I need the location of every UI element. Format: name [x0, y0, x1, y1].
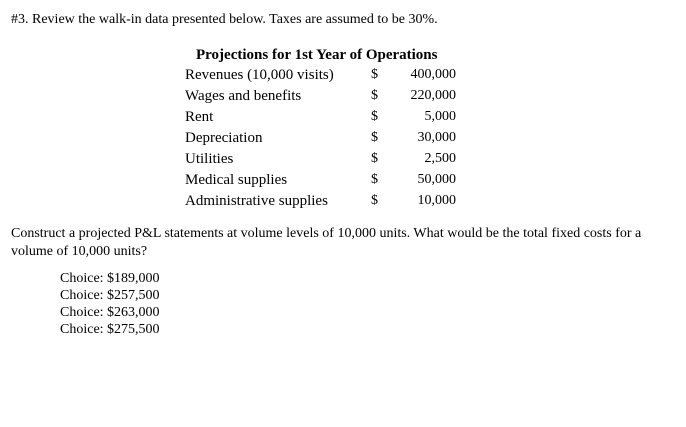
row-label: Rent	[185, 109, 214, 125]
row-label: Revenues (10,000 visits)	[185, 67, 334, 83]
row-currency: $	[371, 109, 378, 124]
row-amount: 2,500	[424, 151, 456, 166]
table-row	[185, 67, 465, 88]
row-amount: 400,000	[410, 67, 456, 82]
row-currency: $	[371, 172, 378, 187]
row-amount: 50,000	[417, 172, 456, 187]
table-row	[185, 193, 465, 214]
choice-option[interactable]: Choice: $263,000	[60, 305, 160, 320]
choice-option[interactable]: Choice: $275,500	[60, 322, 160, 337]
row-currency: $	[371, 151, 378, 166]
table-row	[185, 109, 465, 130]
row-currency: $	[371, 67, 378, 82]
table-row	[185, 88, 465, 109]
row-amount: 220,000	[410, 88, 456, 103]
table-row	[185, 172, 465, 193]
row-currency: $	[371, 130, 378, 145]
row-label: Administrative supplies	[185, 193, 328, 209]
row-label: Utilities	[185, 151, 234, 167]
choice-list	[60, 270, 160, 338]
question-text: Construct a projected P&L statements at volume levels of 10,000 units. What would be the total fixed costs for a volume of 10,000 units?	[11, 226, 642, 259]
question-prompt: #3. Review the walk-in data presented below. Taxes are assumed to be 30%.	[11, 12, 438, 27]
row-currency: $	[371, 88, 378, 103]
table-row	[185, 130, 465, 151]
choice-option[interactable]: Choice: $189,000	[60, 271, 160, 286]
table-title: Projections for 1st Year of Operations	[196, 47, 438, 63]
table-row	[185, 151, 465, 172]
choice-option[interactable]: Choice: $257,500	[60, 288, 160, 303]
projections-table	[185, 67, 465, 214]
row-amount: 5,000	[424, 109, 456, 124]
row-label: Depreciation	[185, 130, 263, 146]
row-amount: 30,000	[417, 130, 456, 145]
row-label: Medical supplies	[185, 172, 288, 188]
row-amount: 10,000	[417, 193, 456, 208]
row-label: Wages and benefits	[185, 88, 302, 104]
row-currency: $	[371, 193, 378, 208]
